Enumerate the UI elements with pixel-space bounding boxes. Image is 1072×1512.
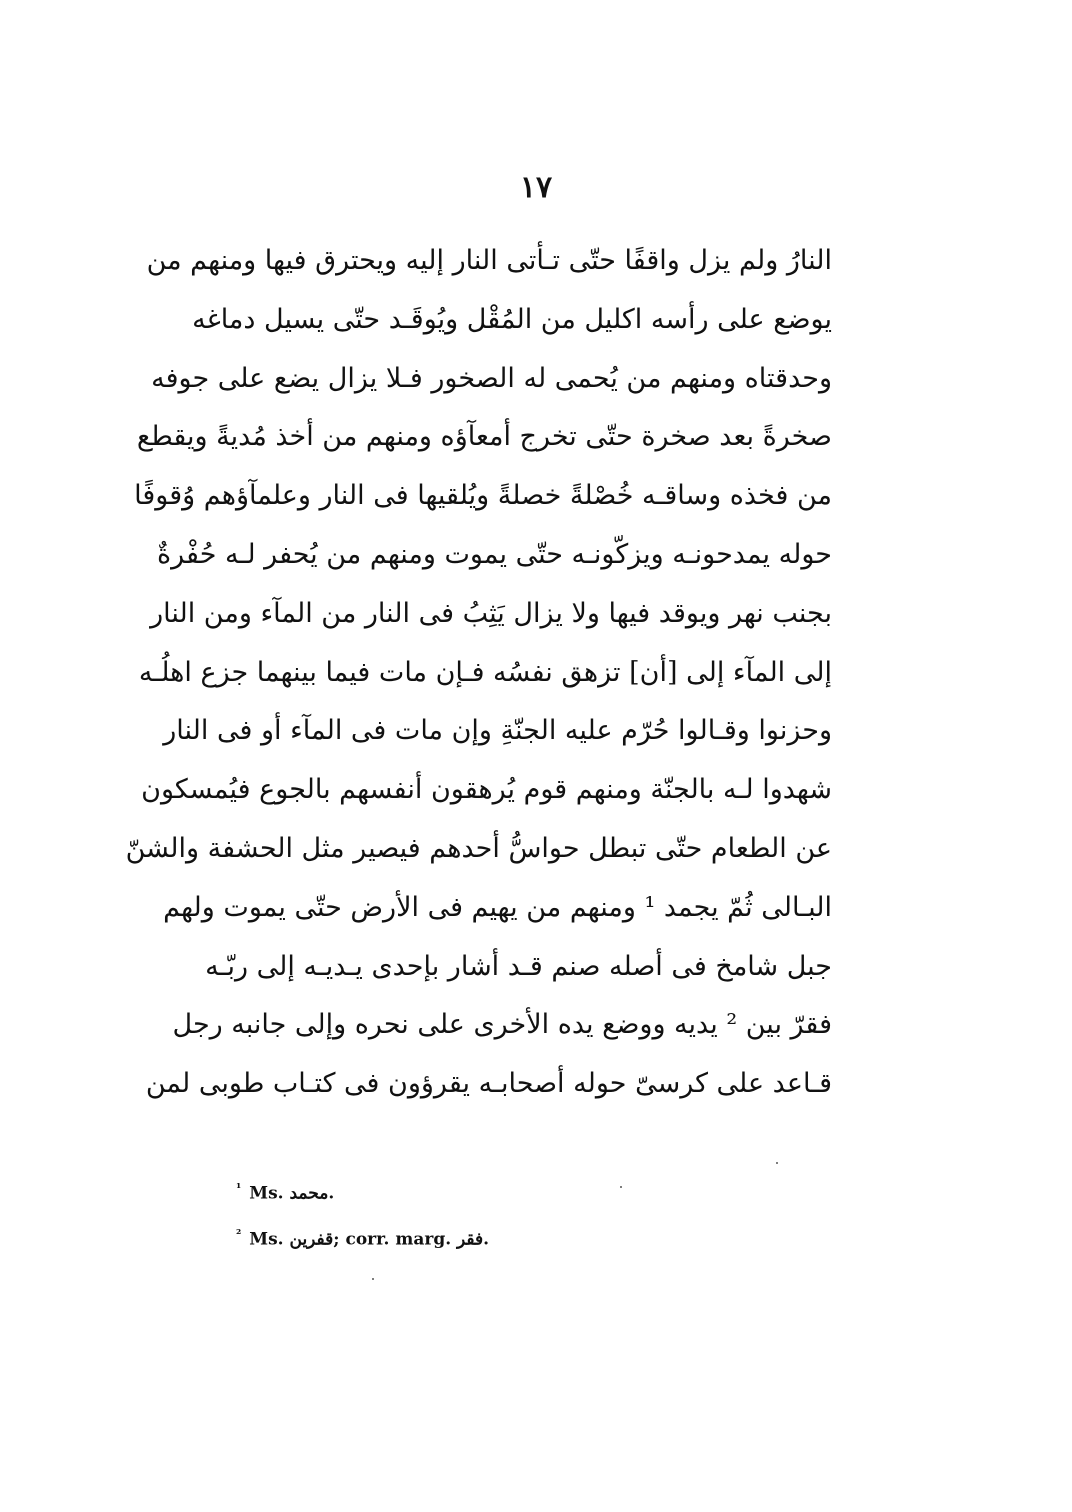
text-line: من فخذه وساقـه خُصْلةً خصلةً ويُلقيها فى النار وعلمآؤهم وُقوفًا — [134, 480, 832, 512]
scan-speck — [776, 1162, 778, 1164]
footnote-2 — [236, 1214, 836, 1260]
footnote-1 — [236, 1168, 836, 1214]
text-line: وحدقتاه ومنهم من يُحمى له الصخور فـلا يزال يضع على جوفه — [151, 362, 832, 394]
footnote-text: Ms. قفرين; corr. marg. فقر. — [249, 1229, 490, 1250]
page-number: ١٧ — [519, 170, 553, 205]
text-line: عن الطعام حتّى تبطل حواسُّ أحدهم فيصير مثل الحشفة والشنّ — [125, 832, 832, 864]
scan-speck — [372, 1278, 374, 1280]
footnote-text: Ms. محمد. — [249, 1183, 335, 1204]
footnote-marker: ¹ — [236, 1181, 242, 1195]
text-line: شهدوا لـه بالجنّة ومنهم قوم يُرهقون أنفسهم بالجوع فيُمسكون — [141, 774, 832, 806]
text-line: حوله يمدحونـه ويزكّونـه حتّى يموت ومنهم من يُحفر لـه حُفْرةٌ — [157, 538, 832, 570]
text-line: جبل شامخ فى أصله صنم قـد أشار بإحدى يـديـه إلى ربّـه — [205, 950, 832, 982]
scan-speck — [620, 1186, 622, 1188]
text-line: إلى المآء إلى [أن] تزهق نفسُه فـإن مات فيما بينهما جزع اهلُـه — [138, 656, 832, 688]
text-line: يوضع على رأسه اكليل من المُقْل ويُوقَـد حتّى يسيل دماغه — [192, 303, 832, 335]
text-line: قـاعد على كرسىّ حوله أصحابـه يقرؤون فى كتـاب طوبى لمن — [145, 1068, 832, 1100]
text-line: بجنب نهر ويوقد فيها ولا يزال يَثِبُ فى النار من المآء ومن النار — [150, 597, 832, 629]
footnotes — [236, 1168, 836, 1259]
text-line: البـالى ثُمّ يجمد ¹ ومنهم من يهيم فى الأرض حتّى يموت ولهم — [163, 891, 832, 923]
footnote-marker: ² — [236, 1226, 242, 1241]
text-line: النارُ ولم يزل واقفًا حتّى تـأتى النار إليه ويحترق فيها ومنهم من — [146, 245, 832, 276]
text-line: فقرّ بين ² يديه ووضع يده الأخرى على نحره وإلى جانبه رجل — [172, 1009, 832, 1041]
text-line: وحزنوا وقـالوا حُرّم عليه الجنّةِ وإن مات فى المآء أو فى النار — [163, 715, 832, 747]
text-line: صخرةً بعد صخرة حتّى تخرج أمعآؤه ومنهم من أخذ مُديةً ويقطع — [136, 421, 832, 453]
body-text — [125, 232, 832, 1114]
